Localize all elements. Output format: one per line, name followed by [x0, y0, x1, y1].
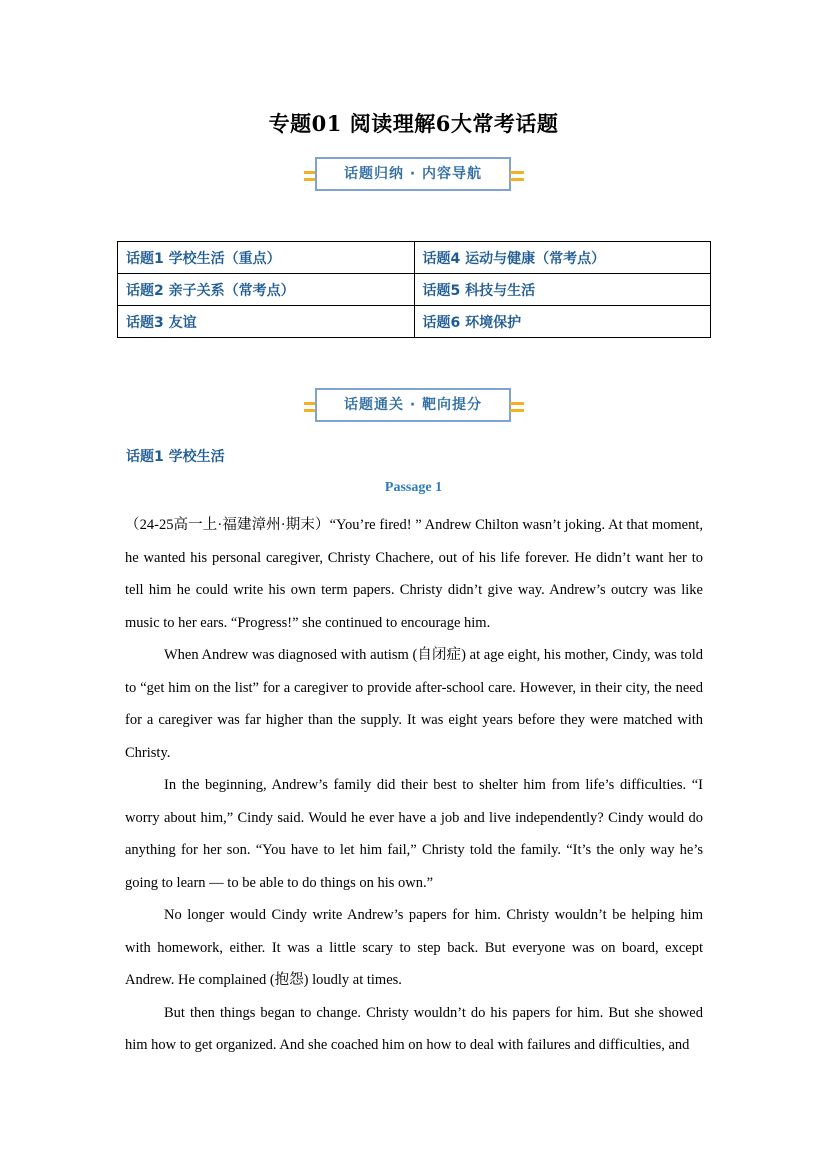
- passage-body: [125, 509, 703, 1062]
- practice-banner-label: 话题通关 · 靶向提分: [315, 388, 511, 422]
- topic-cell: 话题1 学校生活（重点）: [118, 242, 415, 274]
- section-heading: 话题1 学校生活: [126, 449, 225, 465]
- topic-cell: 话题3 友谊: [118, 306, 415, 338]
- paragraph: No longer would Cindy write Andrew’s papers for him. Christy wouldn’t be helping him with homework, either. It was a little scary to step back. But everyone was on board, except Andrew. He complained (抱怨) loudly at times.: [125, 907, 703, 988]
- page-title: 专题01 阅读理解6大常考话题: [268, 111, 559, 136]
- paragraph: When Andrew was diagnosed with autism (自闭症) at age eight, his mother, Cindy, was told to “get him on the list” for a caregiver to provide after-school care. However, in their city, the need for a caregiver was far higher than the supply. It was eight years before they were matched with Christy.: [125, 647, 703, 761]
- topic-cell: 话题5 科技与生活: [414, 274, 711, 306]
- passage-title: Passage 1: [384, 480, 443, 495]
- paragraph: In the beginning, Andrew’s family did their best to shelter him from life’s difficulties. “I worry about him,” Cindy said. Would he ever have a job and live independently? Cindy would do anything for her son. “You have to let him fail,” Christy told the family. “It’s the only way he’s going to learn — to be able to do things on his own.”: [125, 777, 703, 891]
- paragraph: （24-25高一上·福建漳州·期末）“You’re fired! ” Andrew Chilton wasn’t joking. At that moment, he wanted his personal caregiver, Christy Chachere, out of his life forever. He didn’t want her to tell him he could write his own term papers. Christy didn’t give way. Andrew’s outcry was like music to her ears. “Progress!” she continued to encourage him.: [125, 517, 703, 631]
- double-dash-icon: [510, 169, 524, 183]
- topic-table: [117, 241, 711, 338]
- table-row: [118, 274, 711, 306]
- nav-banner: [304, 157, 524, 195]
- table-row: [118, 242, 711, 274]
- paragraph: But then things began to change. Christy wouldn’t do his papers for him. But she showed him how to get organized. And she coached him on how to deal with failures and difficulties, and: [125, 1004, 703, 1053]
- practice-banner: [304, 388, 524, 426]
- nav-banner-label: 话题归纳 · 内容导航: [315, 157, 511, 191]
- double-dash-icon: [510, 400, 524, 414]
- table-row: [118, 306, 711, 338]
- topic-cell: 话题4 运动与健康（常考点）: [414, 242, 711, 274]
- topic-cell: 话题2 亲子关系（常考点）: [118, 274, 415, 306]
- topic-cell: 话题6 环境保护: [414, 306, 711, 338]
